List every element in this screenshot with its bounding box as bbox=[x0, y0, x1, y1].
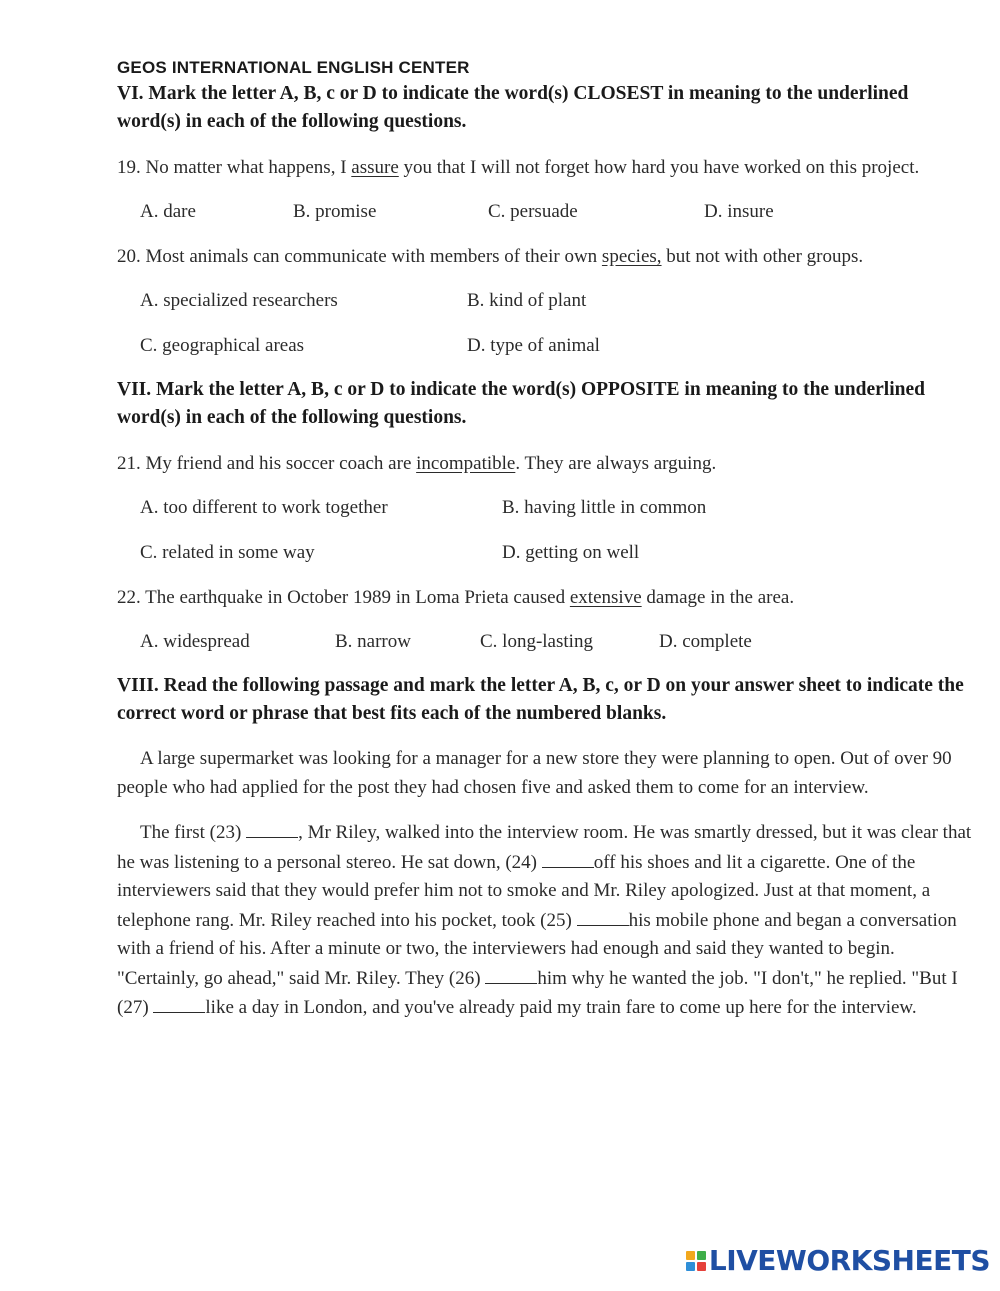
option-b[interactable]: B. kind of plant bbox=[467, 290, 587, 311]
option-d[interactable]: D. type of animal bbox=[467, 335, 600, 356]
option-d[interactable]: D. insure bbox=[704, 201, 774, 222]
question-21: 21. My friend and his soccer coach are incompatible. They are always arguing. bbox=[117, 453, 717, 474]
option-a[interactable]: A. too different to work together bbox=[140, 497, 388, 518]
question-21-options-row-2 bbox=[140, 538, 977, 567]
logo-square bbox=[697, 1262, 706, 1271]
question-19: 19. No matter what happens, I assure you that I will not forget how hard you have worked on this project. bbox=[117, 157, 920, 178]
question-20-options-row-1 bbox=[140, 286, 977, 315]
question-20-options-row-2 bbox=[140, 331, 977, 360]
question-22: 22. The earthquake in October 1989 in Loma Prieta caused extensive damage in the area. bbox=[117, 587, 795, 608]
section-7-heading: VII. Mark the letter A, B, c or D to indicate the word(s) OPPOSITE in meaning to the underlined word(s) in each of the following questions. bbox=[117, 379, 925, 428]
option-d[interactable]: D. complete bbox=[659, 631, 752, 652]
option-d[interactable]: D. getting on well bbox=[502, 542, 640, 563]
liveworksheets-logo bbox=[686, 1244, 990, 1277]
option-b[interactable]: B. having little in common bbox=[502, 497, 707, 518]
option-a[interactable]: A. widespread bbox=[140, 631, 250, 652]
blank-27[interactable] bbox=[153, 993, 205, 1013]
question-19-options bbox=[140, 197, 977, 226]
logo-mark-icon bbox=[686, 1251, 706, 1271]
option-a[interactable]: A. dare bbox=[140, 201, 196, 222]
blank-23[interactable] bbox=[246, 818, 298, 838]
logo-square bbox=[697, 1251, 706, 1260]
option-c[interactable]: C. persuade bbox=[488, 201, 578, 222]
logo-square bbox=[686, 1262, 695, 1271]
section-8-heading: VIII. Read the following passage and mark the letter A, B, c, or D on your answer sheet to indicate the correct word or phrase that best fits each of the numbered blanks. bbox=[117, 675, 964, 724]
question-22-options bbox=[140, 627, 977, 656]
logo-square bbox=[686, 1251, 695, 1260]
underlined-word: extensive bbox=[569, 587, 642, 608]
underlined-word: incompatible bbox=[416, 453, 516, 474]
blank-24[interactable] bbox=[542, 848, 594, 868]
passage-paragraph-1: A large supermarket was looking for a manager for a new store they were planning to open. Out of over 90 people who had applied for the post they had chosen five and asked them to come for an interview. bbox=[117, 748, 952, 798]
option-b[interactable]: B. promise bbox=[293, 201, 377, 222]
school-name: GEOS INTERNATIONAL ENGLISH CENTER bbox=[117, 58, 470, 77]
logo-text: LIVEWORKSHEETS bbox=[708, 1244, 990, 1277]
option-c[interactable]: C. long-lasting bbox=[480, 631, 593, 652]
option-a[interactable]: A. specialized researchers bbox=[140, 290, 338, 311]
passage-paragraph-2: The first (23) , Mr Riley, walked into the interview room. He was smartly dressed, but it was clear that he was listening to a personal stereo. He sat down, (24) off his shoes and lit a cigarette. One of the interviewers said that they would prefer him not to smoke and Mr. Riley apologized. Just at that moment, a telephone rang. Mr. Riley reached into his pocket, took (25) his mobile phone and began a conversation with a friend of his. After a minute or two, the interviewers had enough and said they wanted to begin. "Certainly, go ahead," said Mr. Riley. They (26) him why he wanted the job. "I don't," he replied. "But I (27) like a day in London, and you've already paid my train fare to come up here for the interview. bbox=[117, 818, 977, 1023]
question-21-options-row-1 bbox=[140, 493, 977, 522]
section-6-heading: VI. Mark the letter A, B, c or D to indicate the word(s) CLOSEST in meaning to the underlined word(s) in each of the following questions. bbox=[117, 83, 909, 132]
underlined-word: species, bbox=[601, 246, 662, 267]
blank-25[interactable] bbox=[577, 906, 629, 926]
blank-26[interactable] bbox=[485, 964, 537, 984]
option-b[interactable]: B. narrow bbox=[335, 631, 411, 652]
option-c[interactable]: C. geographical areas bbox=[140, 335, 305, 356]
option-c[interactable]: C. related in some way bbox=[140, 542, 315, 563]
question-20: 20. Most animals can communicate with members of their own species, but not with other groups. bbox=[117, 246, 864, 267]
worksheet-page bbox=[117, 58, 977, 1039]
underlined-word: assure bbox=[351, 157, 399, 178]
